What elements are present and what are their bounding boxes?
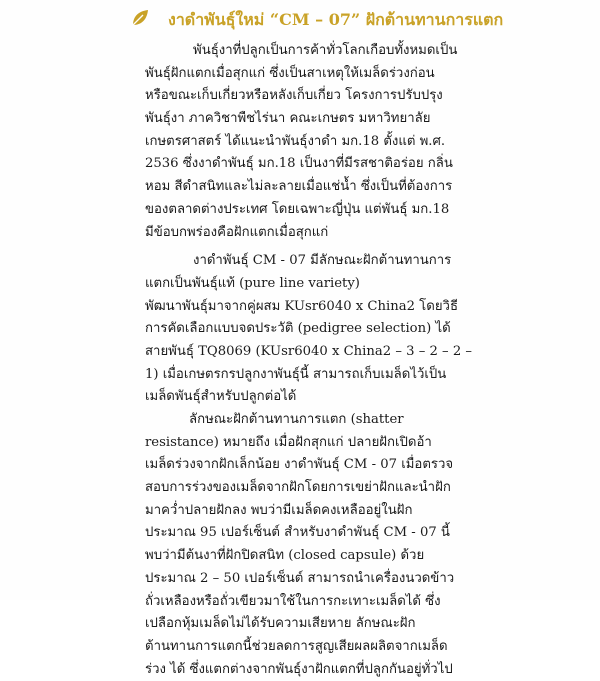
text-line: แตกเป็นพันธุ์แท้ (pure line variety) xyxy=(145,275,360,291)
text-line: ถั่วเหลืองหรือถั่วเขียวมาใช้ในการกะเทาะเมล็ดได้ ซึ่ง xyxy=(145,593,441,609)
text-line: 2536 ซึ่งงาดำพันธุ์ มก.18 เป็นงาที่มีรสชาติอร่อย กลิ่น xyxy=(145,156,453,172)
text-line: มาคว่ำปลายฝักลง พบว่ามีเมล็ดคงเหลืออยู่ในฝัก xyxy=(145,502,413,518)
text-line: เมล็ดพันธุ์สำหรับปลูกต่อได้ xyxy=(145,389,297,405)
text-line: สายพันธุ์ TQ8069 (KUsr6040 x China2 – 3 – 2 – 2 – xyxy=(145,343,473,359)
page-title: งาดำพันธุ์ใหม่ “CM – 07” ฝักต้านทานการแตก xyxy=(168,10,504,29)
text-line: การคัดเลือกแบบจดประวัติ (pedigree selection) ได้ xyxy=(145,321,451,337)
leaf-icon xyxy=(130,8,150,28)
text-line: ประมาณ 95 เปอร์เซ็นต์ สำหรับงาดำพันธุ์ CM - 07 นี้ xyxy=(145,525,450,541)
header xyxy=(0,6,600,32)
text-line: resistance) หมายถึง เมื่อฝักสุกแก่ ปลายฝักเปิดอ้า xyxy=(145,434,432,450)
text-line: สอบการร่วงของเมล็ดจากฝักโดยการเขย่าฝักและนำฝัก xyxy=(145,480,451,496)
text-line: ร่วง ได้ ซึ่งแตกต่างจากพันธุ์งาฝักแตกที่ปลูกกันอยู่ทั่วไป xyxy=(145,661,453,677)
text-line: ประมาณ 2 – 50 เปอร์เซ็นต์ สามารถนำเครื่องนวดข้าว xyxy=(145,570,455,586)
text-line: พบว่ามีต้นงาที่ฝักปิดสนิท (closed capsule) ด้วย xyxy=(145,548,425,564)
text-line: ของตลาดต่างประเทศ โดยเฉพาะญี่ปุ่น แต่พันธุ์ มก.18 xyxy=(145,201,450,217)
text-line: หอม สีดำสนิทและไม่ละลายเมื่อแช่น้ำ ซึ่งเป็นที่ต้องการ xyxy=(145,179,453,195)
text-line: เปลือกหุ้มเมล็ดไม่ได้รับความเสียหาย ลักษณะฝัก xyxy=(145,616,416,632)
text-line: ลักษณะฝักต้านทานการแตก (shatter xyxy=(189,412,404,427)
text-line: พันธุ์ฝักแตกเมื่อสุกแก่ ซึ่งเป็นสาเหตุให้เมล็ดร่วงก่อน xyxy=(145,65,435,81)
paragraph-2 xyxy=(145,250,480,409)
text-line: หรือขณะเก็บเกี่ยวหรือหลังเก็บเกี่ยว โครงการปรับปรุง xyxy=(145,88,443,104)
text-line: มีข้อบกพร่องคือฝักแตกเมื่อสุกแก่ xyxy=(145,224,329,240)
text-line: พันธุ์งา ภาควิชาพืชไร่นา คณะเกษตร มหาวิทยาลัย xyxy=(145,111,431,127)
paragraph-1 xyxy=(145,40,480,244)
article-body xyxy=(145,40,480,681)
text-line: เมล็ดร่วงจากฝักเล็กน้อย งาดำพันธุ์ CM - 07 เมื่อตรวจ xyxy=(145,457,454,473)
text-line: ต้านทานการแตกนี้ช่วยลดการสูญเสียผลผลิตจากเมล็ด xyxy=(145,638,448,654)
text-line: เกษตรศาสตร์ ได้แนะนำพันธุ์งาดำ มก.18 ตั้งแต่ พ.ศ. xyxy=(145,133,446,149)
text-line: พัฒนาพันธุ์มาจากคู่ผสม KUsr6040 x China2 โดยวิธี xyxy=(145,298,458,314)
paragraph-3 xyxy=(145,409,480,681)
text-line: พันธุ์งาที่ปลูกเป็นการค้าทั่วโลกเกือบทั้งหมดเป็น xyxy=(193,43,458,58)
text-line: 1) เมื่อเกษตรกรปลูกงาพันธุ์นี้ สามารถเก็บเมล็ดไว้เป็น xyxy=(145,366,447,382)
text-line: งาดำพันธุ์ CM - 07 มีลักษณะฝักต้านทานการ xyxy=(193,253,452,269)
